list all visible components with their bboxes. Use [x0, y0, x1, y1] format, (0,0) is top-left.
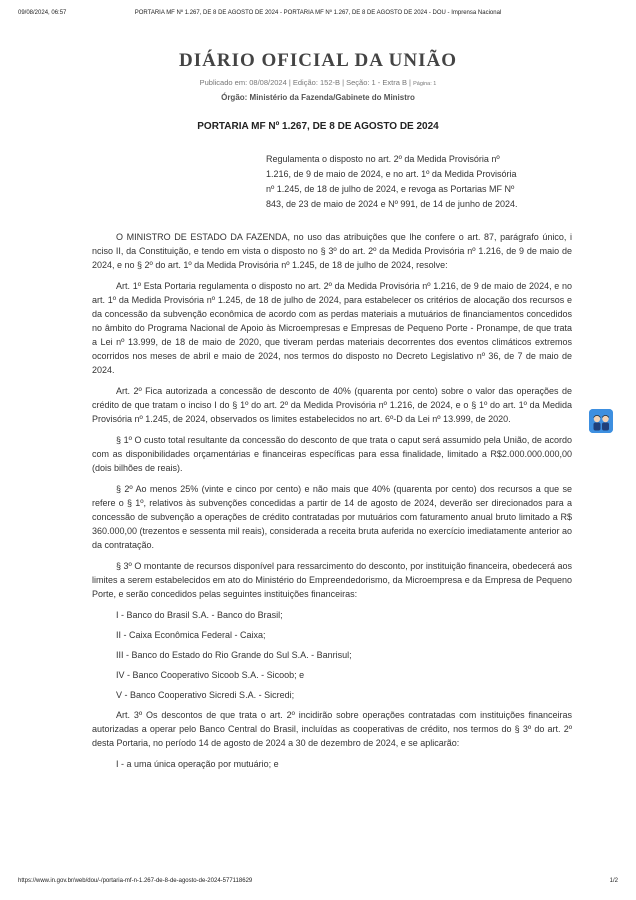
print-date: 09/08/2024, 06:57	[18, 10, 67, 16]
article-3-item: I - a uma única operação por mutuário; e	[116, 759, 279, 769]
print-title: PORTARIA MF Nº 1.267, DE 8 DE AGOSTO DE 2024 - PORTARIA MF Nº 1.267, DE 8 DE AGOSTO DE 2024 - DOU - Imprensa Nacional	[134, 10, 502, 16]
institution-item: I - Banco do Brasil S.A. - Banco do Brasil;	[116, 610, 283, 620]
assistant-floating-button[interactable]	[589, 409, 613, 433]
print-footer	[18, 878, 618, 888]
act-body	[92, 230, 572, 777]
preamble-paragraph: O MINISTRO DE ESTADO DA FAZENDA, no uso das atribuições que lhe confere o art. 87, parágrafo único, i nciso II, da Constituição, e tendo em vista o disposto no § 3º do art. 2º da Medida Provisória nº 1.216, de 9 de maio de 2024, e no § 2º do art. 1º da Medida Provisória nº 1.245, de 18 de julho de 2024, resolve:	[92, 232, 572, 270]
article-2-section-2: § 2º Ao menos 25% (vinte e cinco por cento) e não mais que 40% (quarenta por cento) dos recursos a que se refere o § 1º, relativos às subvenções concedidas a partir de 14 de agosto de 2024, deverão ser direcionados para a concessão de subvenção a operações de crédito contratadas por mutuários com faturamento anual bruto limitado a R$ 360.000,00 (trezentos e sessenta mil reais), considerada a receita bruta auferida no exercício imediatamente anterior ao da contratação.	[92, 484, 572, 550]
publication-info: Publicado em: 08/08/2024 | Edição: 152-B | Seção: 1 - Extra B |	[199, 78, 412, 87]
issuing-organ: Órgão: Ministério da Fazenda/Gabinete do Ministro	[221, 93, 415, 102]
masthead	[0, 50, 636, 102]
act-summary: Regulamenta o disposto no art. 2º da Medida Provisória nº 1.216, de 9 de maio de 2024, e no art. 1º da Medida Provisória nº 1.245, de 18 de julho de 2024, e revoga as Portarias MF Nº 843, de 23 de maio de 2024 e Nº 991, de 14 de junho de 2024.	[266, 154, 518, 209]
print-header	[18, 10, 618, 20]
page-url: https://www.in.gov.br/web/dou/-/portaria-mf-n-1.267-de-8-de-agosto-de-2024-577118629	[18, 878, 253, 884]
institution-item: II - Caixa Econômica Federal - Caixa;	[116, 630, 266, 640]
act-title: PORTARIA MF Nº 1.267, DE 8 DE AGOSTO DE 2024	[197, 121, 439, 132]
institution-item: III - Banco do Estado do Rio Grande do Sul S.A. - Banrisul;	[116, 650, 352, 660]
assistant-avatar-icon	[589, 409, 613, 433]
page-info: Página: 1	[413, 81, 437, 87]
newspaper-title: DIÁRIO OFICIAL DA UNIÃO	[179, 50, 457, 71]
article-2-section-1: § 1º O custo total resultante da concessão do desconto de que trata o caput será assumido pela União, de acordo com as disponibilidades orçamentárias e financeiras específicas para essa finalidade, limitado a R$2.000.000.000,00 (dois bilhões de reais).	[92, 435, 572, 473]
article-2-paragraph: Art. 2º Fica autorizada a concessão de desconto de 40% (quarenta por cento) sobre o valor das operações de crédito de que tratam o inciso I do § 1º do art. 2º da Medida Provisória nº 1.216, de 2024, e o § 1º do art. 1º da Medida Provisória nº 1.245, de 2024, observados os limites estabelecidos no art. 6º-D da Lei nº 13.999, de 2020.	[92, 386, 572, 424]
article-2-section-3: § 3º O montante de recursos disponível para ressarcimento do desconto, por instituição financeira, obedecerá aos limites a serem estabelecidos em ato do Ministério do Empreendedorismo, da Microempresa e da Empresa de Pequeno Porte, e serão concedidos pelas seguintes instituições financeiras:	[92, 561, 572, 599]
institution-item: V - Banco Cooperativo Sicredi S.A. - Sicredi;	[116, 690, 295, 700]
article-1-paragraph: Art. 1º Esta Portaria regulamenta o disposto no art. 2º da Medida Provisória nº 1.216, de 9 de maio de 2024, e no art. 1º da Medida Provisória nº 1.245, de 18 de julho de 2024, para estabelecer os critérios de alocação dos recursos e da concessão da subvenção econômica de acordo com as perdas materiais a mutuários de financiamentos concedidos no âmbito do Programa Nacional de Apoio às Microempresas e Empresas de Pequeno Porte - Pronampe, de que trata a Lei nº 13.999, de 18 de maio de 2020, que tiveram perdas materiais decorrentes dos eventos climáticos extremos ocorridos nos meses de abril e maio de 2024, nos termos do disposto no Decreto Legislativo nº 36, de 7 de maio de 2024.	[92, 281, 572, 375]
page-number: 1/2	[609, 878, 618, 884]
institution-item: IV - Banco Cooperativo Sicoob S.A. - Sicoob; e	[116, 670, 305, 680]
publication-meta	[0, 78, 636, 87]
article-3-paragraph: Art. 3º Os descontos de que trata o art. 2º incidirão sobre operações contratadas com instituições financeiras autorizadas a operar pelo Banco Central do Brasil, incluídas as cooperativas de crédito, nos termos do § 3º do art. 2º desta Portaria, no período 14 de agosto de 2024 a 30 de dezembro de 2024, e se aplicarão:	[92, 710, 572, 748]
